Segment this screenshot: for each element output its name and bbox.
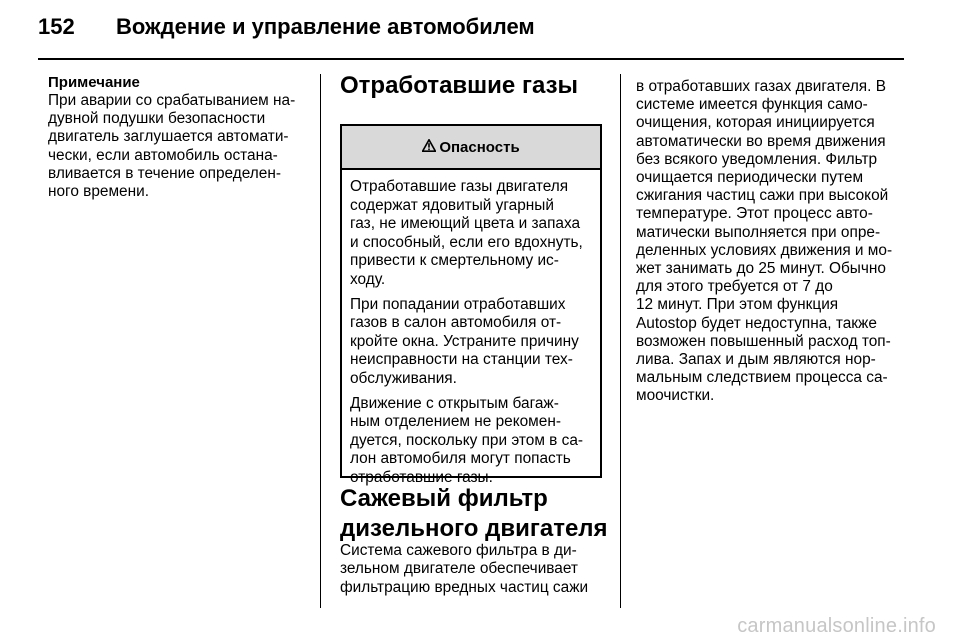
danger-header xyxy=(342,126,600,170)
text-line: дувной подушки безопасности xyxy=(48,110,266,128)
title-line: Сажевый фильтр xyxy=(340,485,548,512)
text-line: При попадании отработавших xyxy=(350,295,566,313)
page-header xyxy=(38,14,535,50)
text-line: газов в салон автомобиля от- xyxy=(350,314,562,332)
text-line: очищается периодически путем xyxy=(636,169,864,187)
text-line: без всякого уведомления. Фильтр xyxy=(636,150,878,168)
danger-paragraph xyxy=(350,395,592,488)
text-line: лон автомобиля могут попасть xyxy=(350,450,571,468)
text-line: в отработавших газах двигателя. В xyxy=(636,78,886,95)
note-title: Примечание xyxy=(48,74,140,91)
text-line: сжигания частиц сажи при высокой xyxy=(636,187,889,205)
text-line: Движение с открытым багаж- xyxy=(350,394,559,412)
text-line: При аварии со срабатыванием на- xyxy=(48,92,296,109)
text-line: Система сажевого фильтра в ди- xyxy=(340,542,577,559)
column-divider-left xyxy=(320,74,321,608)
text-line: ным отделением не рекомен- xyxy=(350,413,561,431)
text-line: матически выполняется при опре- xyxy=(636,223,881,241)
text-line: обслуживания. xyxy=(350,369,457,387)
danger-label: Опасность xyxy=(439,138,520,156)
text-line: Отработавшие газы двигателя xyxy=(350,178,569,195)
soot-filter-continued xyxy=(636,78,908,406)
page-number: 152 xyxy=(38,14,75,39)
text-line: лива. Запах и дым являются нор- xyxy=(636,351,876,369)
column-divider-right xyxy=(620,74,621,608)
danger-box xyxy=(340,124,602,486)
text-line: газ, не имеющий цвета и запаха xyxy=(350,215,581,233)
running-title: Вождение и управление автомобилем xyxy=(116,14,535,39)
text-line: мальным следствием процесса са- xyxy=(636,369,888,387)
text-line: ходу. xyxy=(350,270,386,288)
text-line: 12 минут. При этом функция xyxy=(636,296,839,314)
text-line: отработавшие газы. xyxy=(350,468,493,486)
text-line: автоматически во время движения xyxy=(636,132,886,150)
title-line: дизельного двигателя xyxy=(340,515,608,542)
warning-triangle-icon xyxy=(422,139,436,156)
text-line: дуется, поскольку при этом в са- xyxy=(350,431,584,449)
text-line: системе имеется функция само- xyxy=(636,96,868,114)
header-rule xyxy=(38,58,904,60)
text-line: зельном двигателе обеспечивает xyxy=(340,560,578,578)
danger-body xyxy=(342,170,600,488)
danger-paragraph xyxy=(350,178,592,290)
section-title-soot-filter xyxy=(340,484,608,544)
exhaust-section xyxy=(340,72,602,100)
text-line: содержат ядовитый угарный xyxy=(350,196,554,214)
soot-filter-intro xyxy=(340,542,588,597)
text-line: ного времени. xyxy=(48,183,149,201)
text-line: привести к смертельному ис- xyxy=(350,252,559,270)
text-line: для этого требуется от 7 до xyxy=(636,278,833,296)
text-line: вливается в течение определен- xyxy=(48,164,281,182)
text-line: моочистки. xyxy=(636,387,715,405)
text-line: жет занимать до 25 минут. Обычно xyxy=(636,260,886,278)
note-block xyxy=(48,74,310,201)
text-line: кройте окна. Устраните причину xyxy=(350,332,579,350)
text-line: температуре. Этот процесс авто- xyxy=(636,205,873,223)
text-line: неисправности на станции тех- xyxy=(350,351,573,369)
section-title-exhaust: Отработавшие газы xyxy=(340,72,579,99)
text-line: Autostop будет недоступна, также xyxy=(636,314,877,332)
text-line: возможен повышенный расход топ- xyxy=(636,332,891,350)
text-line: двигатель заглушается автомати- xyxy=(48,128,289,146)
text-line: и способный, если его вдохнуть, xyxy=(350,233,583,251)
text-line: деленных условиях движения и мо- xyxy=(636,241,893,259)
danger-paragraph xyxy=(350,296,592,389)
text-line: фильтрацию вредных частиц сажи xyxy=(340,578,589,596)
note-body xyxy=(48,92,310,201)
watermark: carmanualsonline.info xyxy=(737,615,936,637)
text-line: чески, если автомобиль остана- xyxy=(48,146,278,164)
text-line: очищения, которая инициируется xyxy=(636,114,875,132)
